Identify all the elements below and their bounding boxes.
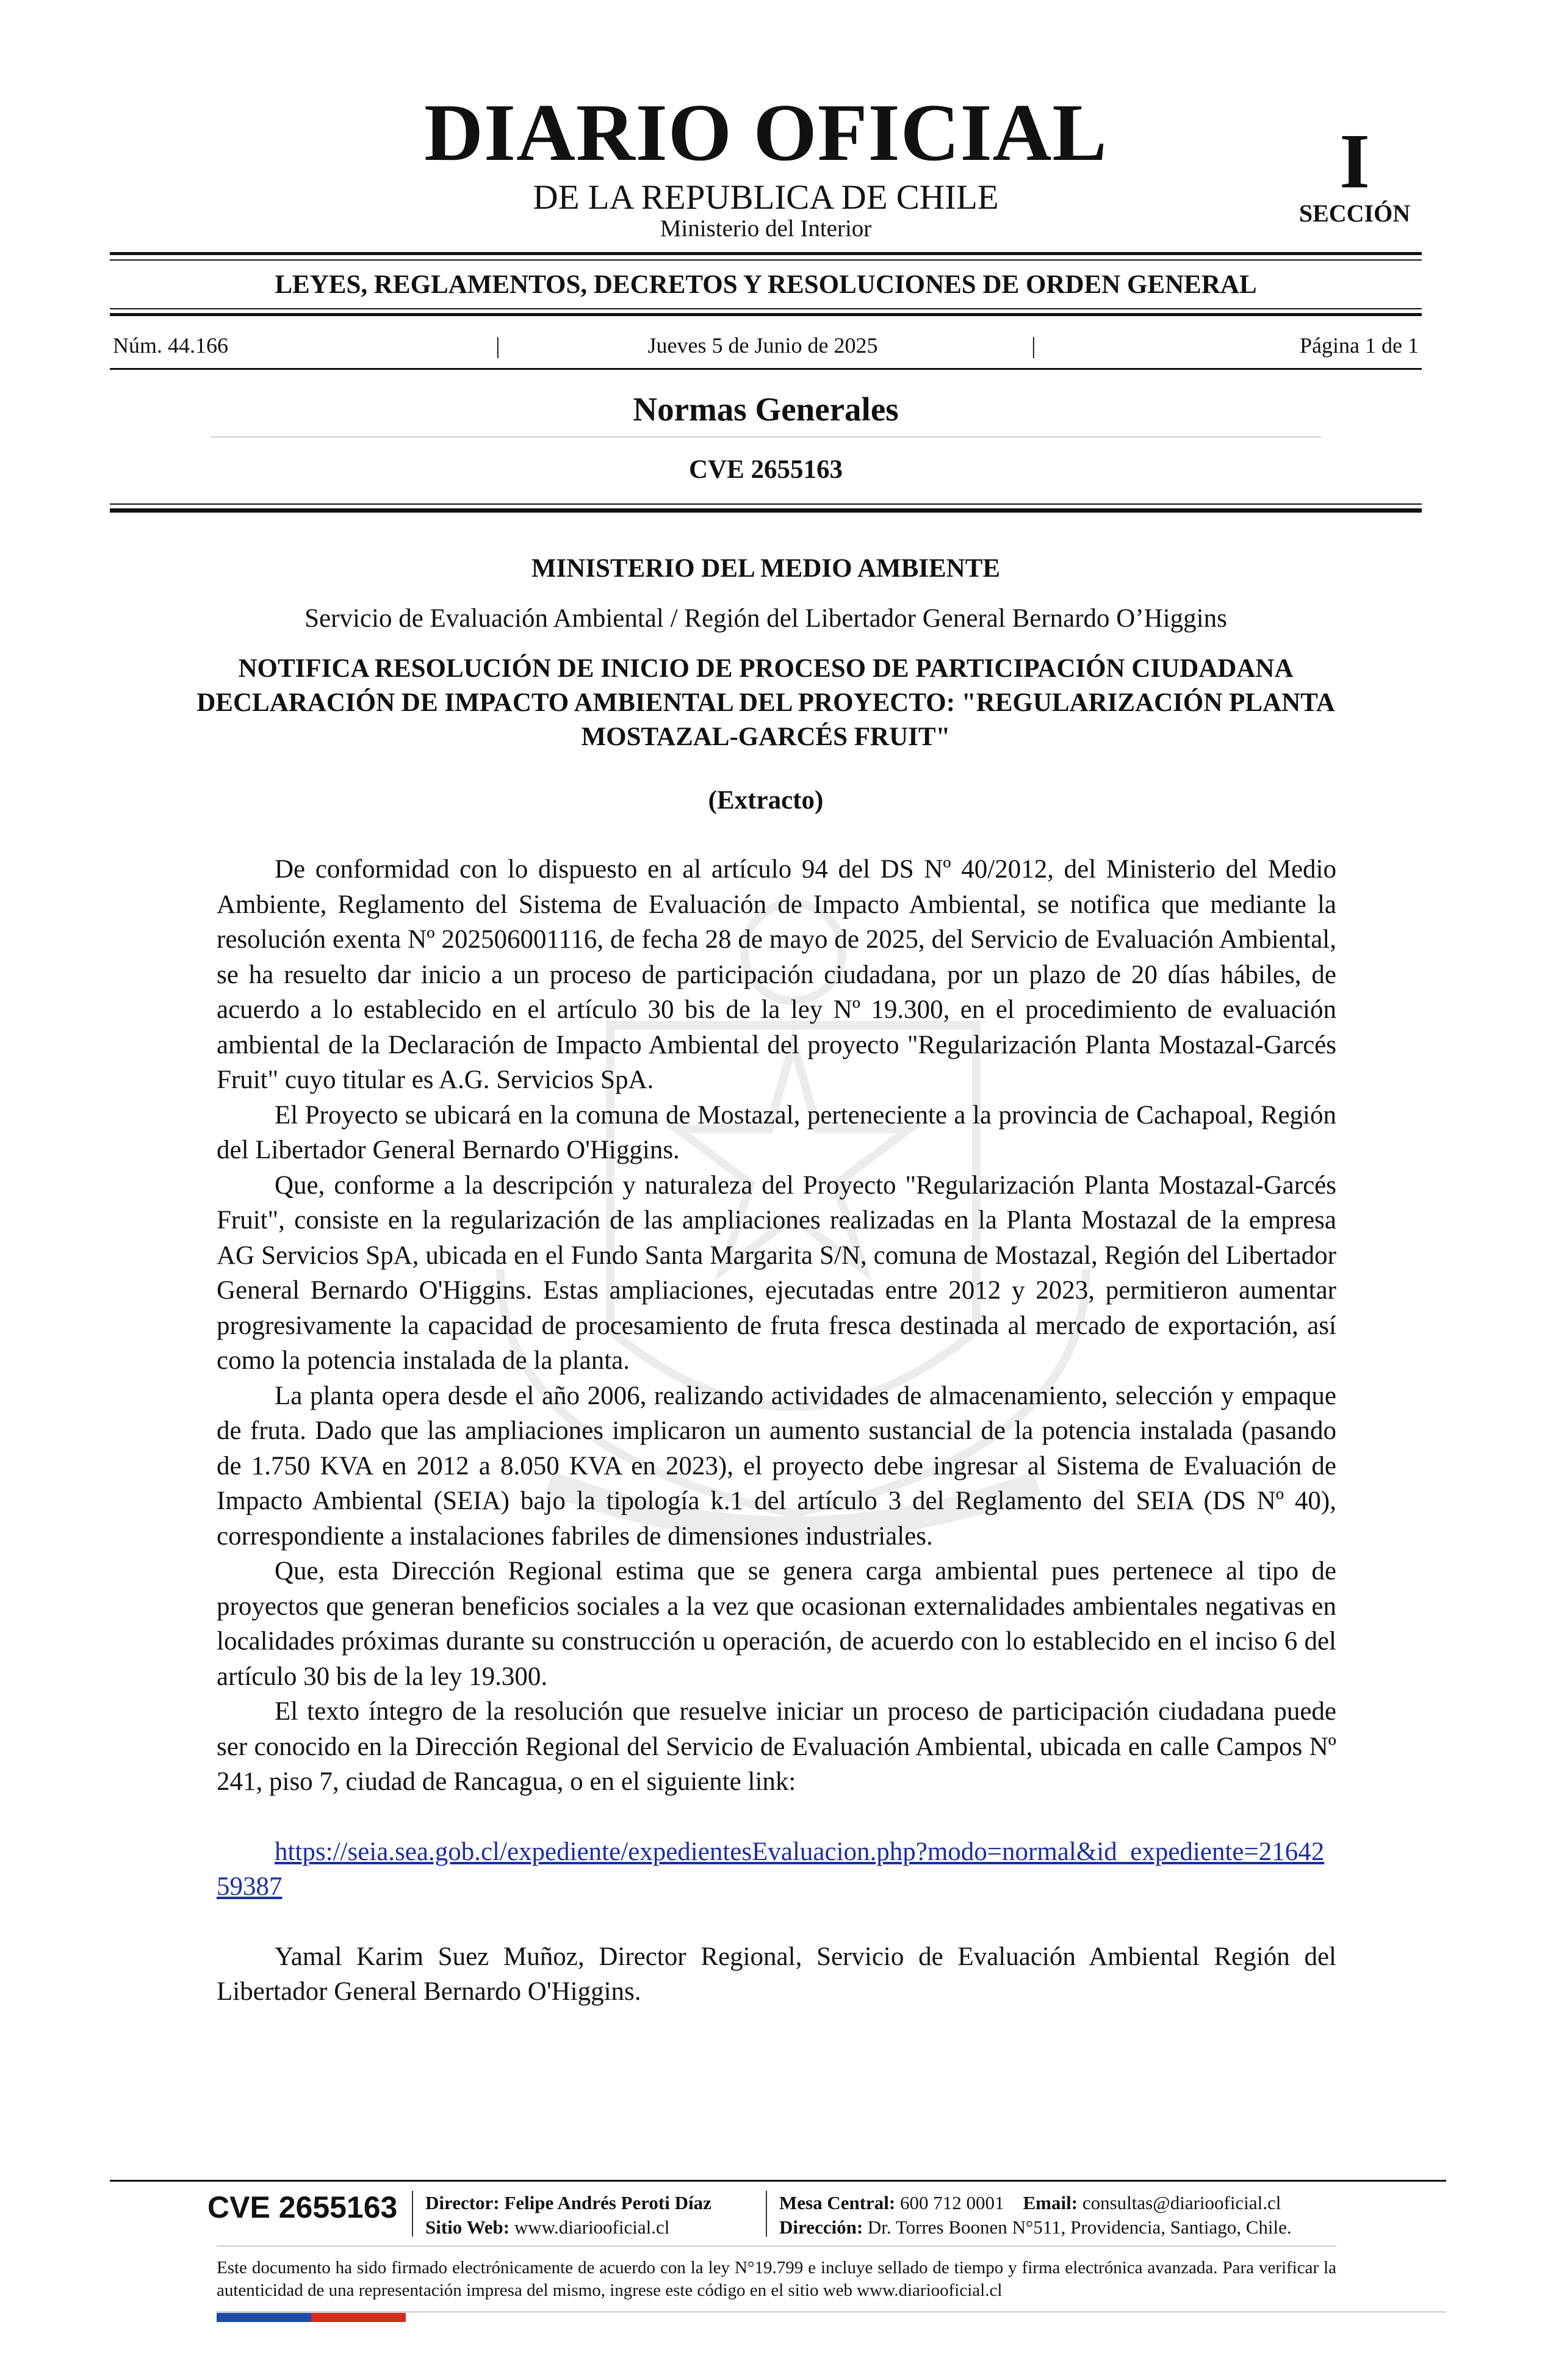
section-label: SECCIÓN: [1298, 200, 1411, 227]
address-label: Dirección:: [779, 2216, 863, 2238]
cve-code: CVE 2655163: [688, 455, 843, 484]
mesa-label: Mesa Central:: [779, 2192, 896, 2213]
footer-divider: [766, 2191, 767, 2237]
mesa-phone: 600 712 0001: [900, 2192, 1004, 2213]
footer-director-block: [425, 2191, 711, 2240]
info-separator: |: [1031, 333, 1036, 359]
paragraph: El Proyecto se ubicará en la comuna de Mostazal, perteneciente a la provincia de Cachapoal, Región del Libertador General Bernardo O'Higgins.: [217, 1100, 1336, 1164]
footer-contact-block: [779, 2191, 1292, 2240]
website-label: Sitio Web:: [425, 2216, 510, 2238]
email: consultas@diariooficial.cl: [1082, 2192, 1281, 2213]
signature: Yamal Karim Suez Muñoz, Director Regional, Servicio de Evaluación Ambiental Región del Libertador General Bernardo O'Higgins.: [217, 1942, 1336, 2006]
masthead-rule-top: [110, 252, 1422, 255]
website: www.diariooficial.cl: [514, 2216, 670, 2238]
issue-number: Núm. 44.166: [113, 333, 228, 358]
info-separator: |: [495, 333, 500, 359]
newspaper-subtitle: DE LA REPUBLICA DE CHILE: [533, 178, 999, 217]
paragraph: Que, esta Dirección Regional estima que se genera carga ambiental pues pertenece al tipo de proyectos que generan beneficios sociales a la vez que ocasionan externalidades ambientales negativas en localidades próximas durante su construcción u operación, de acuerdo con lo establecido en el inciso 6 del artículo 30 bis de la ley 19.300.: [217, 1557, 1336, 1691]
paragraph: El texto íntegro de la resolución que resuelve iniciar un proceso de participación ciudadana puede ser conocido en la Dirección Regional del Servicio de Evaluación Ambiental, ubicada en calle Campos Nº 241, piso 7, ciudad de Rancagua, o en el siguiente link:: [217, 1697, 1336, 1796]
section-banner: LEYES, REGLAMENTOS, DECRETOS Y RESOLUCIONES DE ORDEN GENERAL: [275, 270, 1257, 299]
article-ministry: MINISTERIO DEL MEDIO AMBIENTE: [531, 554, 1001, 583]
article-headline: NOTIFICA RESOLUCIÓN DE INICIO DE PROCESO DE PARTICIPACIÓN CIUDADANA DECLARACIÓN DE IMPACTO AMBIENTAL DEL PROYECTO: "REGULARIZACIÓN PLANTA MOSTAZAL-GARCÉS FRUIT": [196, 654, 1335, 751]
address: Dr. Torres Boonen N°511, Providencia, Santiago, Chile.: [867, 2216, 1292, 2238]
header-rule-thin: [110, 503, 1422, 505]
footer-cve: CVE 2655163: [207, 2190, 398, 2224]
director-label: Director:: [425, 2192, 500, 2213]
header-rule-thick: [110, 508, 1422, 513]
footer-divider: [412, 2191, 413, 2237]
link-paragraph: [217, 1834, 1336, 1905]
article-body: [217, 852, 1336, 2010]
masthead-rule-thin: [110, 259, 1422, 261]
newspaper-ministry: Ministerio del Interior: [660, 215, 872, 242]
article-extract-label: (Extracto): [708, 786, 824, 815]
section-number: I: [1339, 118, 1370, 204]
expediente-link[interactable]: https://seia.sea.gob.cl/expediente/expedientesEvaluacion.php?modo=normal&id_expediente=2164259387: [217, 1837, 1325, 1901]
page-indicator: Página 1 de 1: [1300, 333, 1419, 358]
footer-rule: [110, 2180, 1446, 2182]
newspaper-title: DIARIO OFICIAL: [424, 87, 1108, 178]
banner-rule-thin: [110, 308, 1422, 309]
article-service: Servicio de Evaluación Ambiental / Región del Libertador General Bernardo O’Higgins: [304, 604, 1227, 633]
flag-stripe-red: [311, 2313, 406, 2322]
paragraph: La planta opera desde el año 2006, realizando actividades de almacenamiento, selección y empaque de fruta. Dado que las ampliaciones implicaron un aumento sustancial de la potencia instalada (pasando de 1.750 KVA en 2012 a 8.050 KVA en 2023), el proyecto debe ingresar al Sistema de Evaluación de Impacto Ambiental (SEIA) bajo la tipología k.1 del artículo 3 del Reglamento del SEIA (DS Nº 40), correspondiente a instalaciones fabriles de dimensiones industriales.: [217, 1381, 1336, 1551]
issue-date: Jueves 5 de Junio de 2025: [647, 333, 878, 358]
info-rule: [110, 368, 1422, 370]
banner-rule: [110, 313, 1422, 316]
footer-disclaimer: Este documento ha sido firmado electrónicamente de acuerdo con la ley N°19.799 e incluye sellado de tiempo y firma electrónica avanzada. Para verificar la autenticidad de una representación impresa del mismo, ingrese este código en el sitio web www.diariooficial.cl: [217, 2258, 1336, 2300]
flag-stripe-blue: [217, 2313, 311, 2322]
director-name: Felipe Andrés Peroti Díaz: [504, 2192, 711, 2213]
section-heading: Normas Generales: [633, 391, 899, 428]
paragraph: Que, conforme a la descripción y naturaleza del Proyecto "Regularización Planta Mostazal-Garcés Fruit", consiste en la regularización de las ampliaciones realizadas en la Planta Mostazal de la empresa AG Servicios SpA, ubicada en el Fundo Santa Margarita S/N, comuna de Mostazal, Región del Libertador General Bernardo O'Higgins. Estas ampliaciones, ejecutadas entre 2012 y 2023, permitieron aumentar progresivamente la capacidad de procesamiento de fruta fresca destinada al mercado de exportación, así como la potencia instalada de la planta.: [217, 1170, 1336, 1375]
paragraph: De conformidad con lo dispuesto en al artículo 94 del DS Nº 40/2012, del Ministerio del Medio Ambiente, Reglamento del Sistema de Evaluación de Impacto Ambiental, se notifica que mediante la resolución exenta Nº 202506001116, de fecha 28 de mayo de 2025, del Servicio de Evaluación Ambiental, se ha resuelto dar inicio a un proceso de participación ciudadana, por un plazo de 20 días hábiles, de acuerdo a lo establecido en el artículo 30 bis de la ley Nº 19.300, en el procedimiento de evaluación ambiental de la Declaración de Impacto Ambiental del proyecto "Regularización Planta Mostazal-Garcés Fruit" cuyo titular es A.G. Servicios SpA.: [217, 855, 1336, 1094]
email-label: Email:: [1023, 2192, 1078, 2213]
heading-divider: [211, 436, 1321, 438]
